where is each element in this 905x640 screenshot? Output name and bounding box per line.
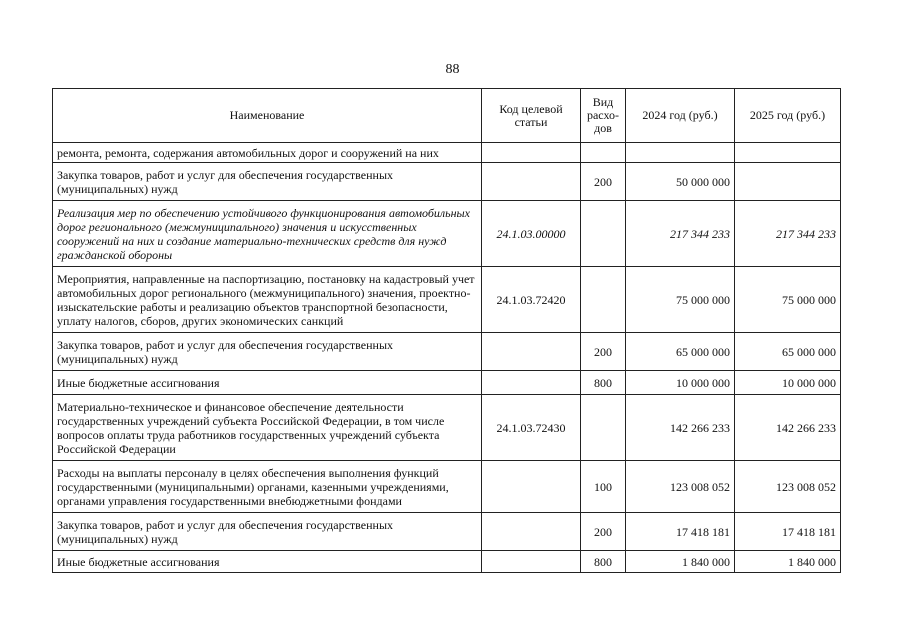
row-2025: 142 266 233 xyxy=(735,395,841,461)
row-2024: 217 344 233 xyxy=(626,201,735,267)
header-kind: Вид расхо-дов xyxy=(581,89,626,143)
row-name: Закупка товаров, работ и услуг для обеспечения государственных (муниципальных) нужд xyxy=(53,333,482,371)
row-code xyxy=(482,513,581,551)
row-2024: 1 840 000 xyxy=(626,551,735,573)
row-2025: 123 008 052 xyxy=(735,461,841,513)
row-kind: 800 xyxy=(581,551,626,573)
row-2025: 17 418 181 xyxy=(735,513,841,551)
row-2025: 1 840 000 xyxy=(735,551,841,573)
row-kind: 800 xyxy=(581,371,626,395)
table-row xyxy=(53,267,841,333)
row-2025 xyxy=(735,143,841,163)
row-code xyxy=(482,371,581,395)
row-kind: 100 xyxy=(581,461,626,513)
table-row xyxy=(53,201,841,267)
row-2024: 50 000 000 xyxy=(626,163,735,201)
table-row xyxy=(53,395,841,461)
row-2025 xyxy=(735,163,841,201)
row-code xyxy=(482,333,581,371)
table-row xyxy=(53,461,841,513)
row-2024: 10 000 000 xyxy=(626,371,735,395)
header-code: Код целевой статьи xyxy=(482,89,581,143)
page-number: 88 xyxy=(445,62,460,77)
row-2025: 10 000 000 xyxy=(735,371,841,395)
row-kind xyxy=(581,267,626,333)
row-code xyxy=(482,461,581,513)
row-name: ремонта, ремонта, содержания автомобильных дорог и сооружений на них xyxy=(53,143,482,163)
table-row xyxy=(53,513,841,551)
row-code: 24.1.03.72430 xyxy=(482,395,581,461)
table-body xyxy=(53,143,841,573)
header-name: Наименование xyxy=(53,89,482,143)
row-name: Расходы на выплаты персоналу в целях обеспечения выполнения функций государственными (муниципальными) органами, казенными учреждениями, органами управления государственными внебюджетными фондами xyxy=(53,461,482,513)
header-2024: 2024 год (руб.) xyxy=(626,89,735,143)
row-name: Иные бюджетные ассигнования xyxy=(53,551,482,573)
row-code: 24.1.03.72420 xyxy=(482,267,581,333)
row-kind xyxy=(581,201,626,267)
row-2024: 65 000 000 xyxy=(626,333,735,371)
row-name: Закупка товаров, работ и услуг для обеспечения государственных (муниципальных) нужд xyxy=(53,513,482,551)
row-2024: 17 418 181 xyxy=(626,513,735,551)
row-kind: 200 xyxy=(581,513,626,551)
row-name: Материально-техническое и финансовое обеспечение деятельности государственных учреждений субъекта Российской Федерации, в том числе вопросов оплаты труда работников государственных учреждений субъекта Российской Федерации xyxy=(53,395,482,461)
table-row xyxy=(53,371,841,395)
row-2024: 123 008 052 xyxy=(626,461,735,513)
row-2025: 65 000 000 xyxy=(735,333,841,371)
row-code xyxy=(482,143,581,163)
table-header-row xyxy=(53,89,841,143)
table-row xyxy=(53,163,841,201)
row-name: Закупка товаров, работ и услуг для обеспечения государственных (муниципальных) нужд xyxy=(53,163,482,201)
row-2024: 142 266 233 xyxy=(626,395,735,461)
budget-table xyxy=(52,88,841,573)
header-2025: 2025 год (руб.) xyxy=(735,89,841,143)
row-code xyxy=(482,551,581,573)
row-kind xyxy=(581,395,626,461)
row-name: Иные бюджетные ассигнования xyxy=(53,371,482,395)
row-kind: 200 xyxy=(581,333,626,371)
table-row xyxy=(53,551,841,573)
row-name: Мероприятия, направленные на паспортизацию, постановку на кадастровый учет автомобильных дорог регионального (межмуниципального) значения, проектно-изыскательские работы и реализацию объектов транспортной безопасности, уплату налогов, сборов, других экономических санкций xyxy=(53,267,482,333)
table-row xyxy=(53,333,841,371)
row-2025: 217 344 233 xyxy=(735,201,841,267)
row-2025: 75 000 000 xyxy=(735,267,841,333)
row-kind xyxy=(581,143,626,163)
row-code xyxy=(482,163,581,201)
row-kind: 200 xyxy=(581,163,626,201)
row-2024 xyxy=(626,143,735,163)
row-name: Реализация мер по обеспечению устойчивого функционирования автомобильных дорог регионального (межмуниципального) значения и искусственных сооружений на них и создание материально-технических средств для нужд гражданской обороны xyxy=(53,201,482,267)
table-row xyxy=(53,143,841,163)
row-2024: 75 000 000 xyxy=(626,267,735,333)
row-code: 24.1.03.00000 xyxy=(482,201,581,267)
